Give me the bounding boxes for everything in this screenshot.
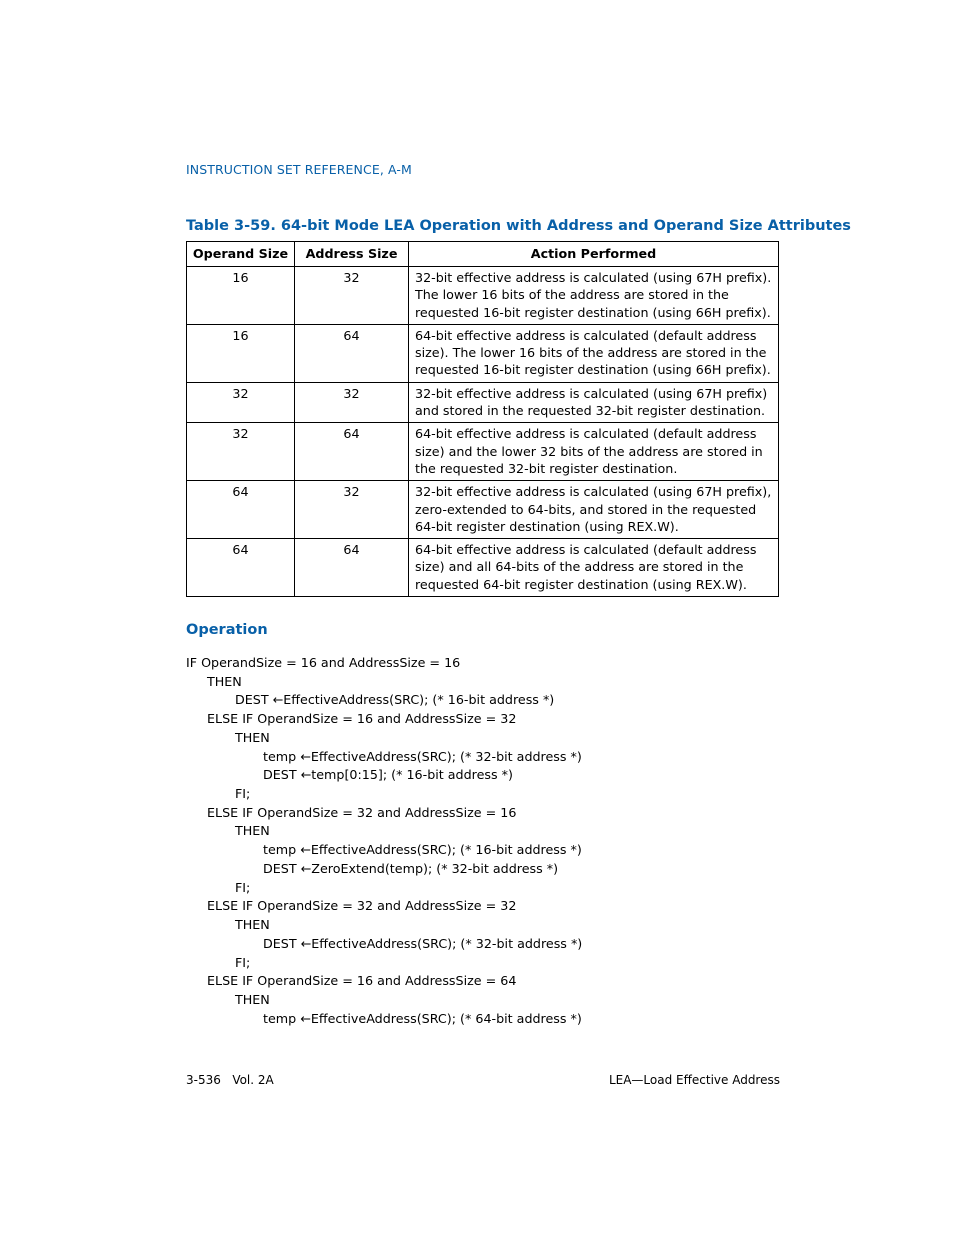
- operand-size-cell: 16: [187, 267, 295, 325]
- table-row: [187, 382, 779, 423]
- code-line: temp ←EffectiveAddress(SRC); (* 32-bit address *): [263, 748, 582, 764]
- code-line: THEN: [235, 917, 270, 933]
- address-size-cell: 64: [295, 539, 409, 597]
- table-header-row: [187, 242, 779, 267]
- code-line: DEST ←ZeroExtend(temp); (* 32-bit address *): [263, 860, 559, 876]
- table-row: [187, 423, 779, 481]
- action-cell: 32-bit effective address is calculated (using 67H prefix). The lower 16 bits of the address are stored in the requested 16-bit register destination (using 66H prefix).: [409, 267, 779, 325]
- code-line: ELSE IF OperandSize = 16 and AddressSize = 32: [207, 711, 517, 727]
- code-line: ELSE IF OperandSize = 16 and AddressSize = 64: [207, 973, 517, 989]
- code-line: THEN: [235, 729, 270, 745]
- action-cell: 64-bit effective address is calculated (default address size) and the lower 32 bits of the address are stored in the requested 32-bit register destination.: [409, 423, 779, 481]
- running-header: INSTRUCTION SET REFERENCE, A-M: [186, 162, 412, 177]
- code-line: FI;: [235, 879, 251, 895]
- code-line: THEN: [235, 991, 270, 1007]
- table-row: [187, 481, 779, 539]
- operation-pseudocode: [186, 654, 582, 1028]
- address-size-cell: 32: [295, 267, 409, 325]
- address-size-cell: 64: [295, 423, 409, 481]
- table-row: [187, 267, 779, 325]
- table-row: [187, 324, 779, 382]
- operand-size-cell: 32: [187, 423, 295, 481]
- code-line: DEST ←EffectiveAddress(SRC); (* 16-bit address *): [235, 692, 555, 708]
- address-size-cell: 64: [295, 324, 409, 382]
- address-size-cell: 32: [295, 481, 409, 539]
- operand-size-cell: 64: [187, 539, 295, 597]
- table-row: [187, 539, 779, 597]
- column-header-action-performed: Action Performed: [409, 242, 779, 267]
- code-line: IF OperandSize = 16 and AddressSize = 16: [186, 655, 461, 670]
- code-line: DEST ←temp[0:15]; (* 16-bit address *): [263, 767, 513, 783]
- code-line: ELSE IF OperandSize = 32 and AddressSize = 16: [207, 804, 517, 820]
- code-line: THEN: [235, 823, 270, 839]
- action-cell: 64-bit effective address is calculated (default address size) and all 64-bits of the address are stored in the requested 64-bit register destination (using REX.W).: [409, 539, 779, 597]
- footer-section-title: LEA—Load Effective Address: [608, 1073, 780, 1087]
- code-line: temp ←EffectiveAddress(SRC); (* 16-bit address *): [263, 842, 582, 858]
- column-header-address-size: Address Size: [295, 242, 409, 267]
- code-line: ELSE IF OperandSize = 32 and AddressSize = 32: [207, 898, 517, 914]
- action-cell: 32-bit effective address is calculated (using 67H prefix) and stored in the requested 32-bit register destination.: [409, 382, 779, 423]
- operation-heading: Operation: [186, 622, 268, 638]
- address-size-cell: 32: [295, 382, 409, 423]
- code-line: DEST ←EffectiveAddress(SRC); (* 32-bit address *): [263, 935, 583, 951]
- code-line: FI;: [235, 786, 251, 802]
- code-line: THEN: [207, 673, 242, 689]
- column-header-operand-size: Operand Size: [187, 242, 295, 267]
- table-title: Table 3-59. 64-bit Mode LEA Operation with Address and Operand Size Attributes: [186, 218, 851, 234]
- action-cell: 64-bit effective address is calculated (default address size). The lower 16 bits of the address are stored in the requested 16-bit register destination (using 66H prefix).: [409, 324, 779, 382]
- code-line: FI;: [235, 954, 251, 970]
- operand-size-cell: 16: [187, 324, 295, 382]
- operand-size-cell: 32: [187, 382, 295, 423]
- lea-attributes-table: [186, 241, 779, 597]
- action-cell: 32-bit effective address is calculated (using 67H prefix), zero-extended to 64-bits, and stored in the requested 64-bit register destination (using REX.W).: [409, 481, 779, 539]
- footer-page-number: 3-536 Vol. 2A: [186, 1073, 274, 1087]
- code-line: temp ←EffectiveAddress(SRC); (* 64-bit address *): [263, 1010, 582, 1026]
- operand-size-cell: 64: [187, 481, 295, 539]
